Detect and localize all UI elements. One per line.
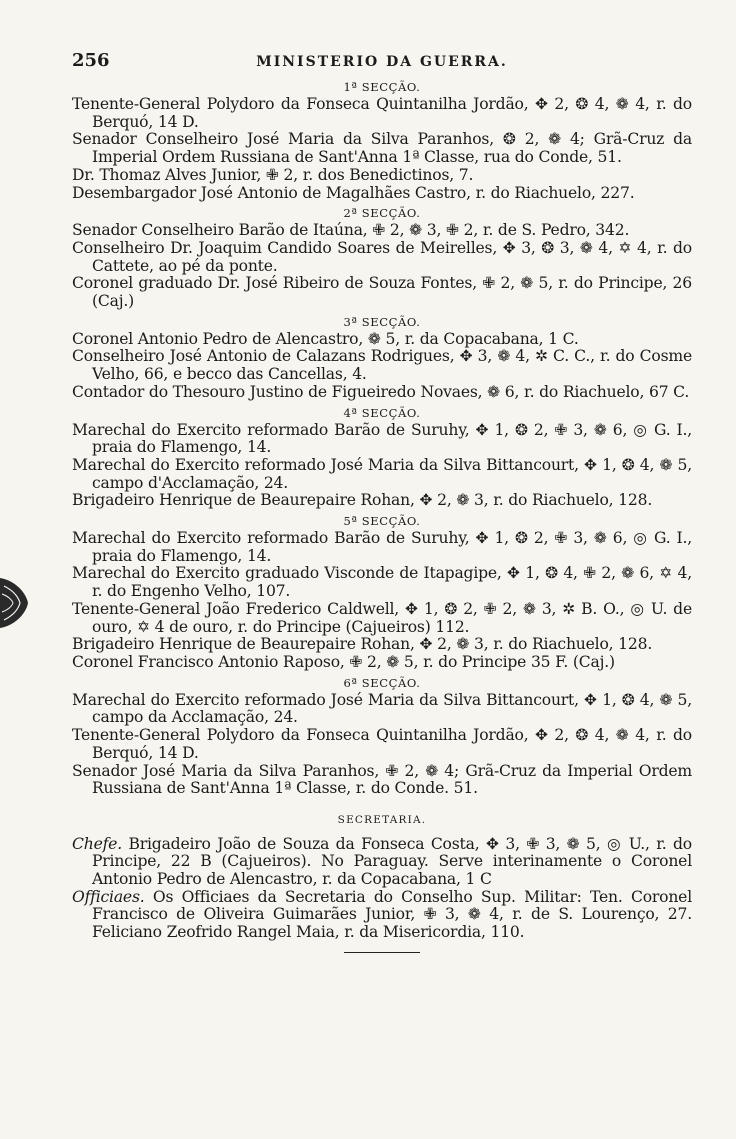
section-heading: 4ª SECÇÃO.	[343, 405, 421, 420]
section-4	[72, 406, 692, 511]
section-3	[72, 315, 692, 402]
entry: Tenente-General Polydoro da Fonseca Quintanilha Jordão, ✥ 2, ❂ 4, ❁ 4, r. do Berquó, 14 D.	[72, 95, 692, 131]
section-1	[72, 80, 692, 202]
chefe-label: Chefe.	[72, 834, 122, 853]
entry: Coronel Antonio Pedro de Alencastro, ❁ 5, r. da Copacabana, 1 C.	[72, 329, 579, 348]
entry: Coronel Francisco Antonio Raposo, ✙ 2, ❁ 5, r. do Principe 35 F. (Caj.)	[72, 652, 615, 671]
entry: Marechal do Exercito reformado José Maria da Silva Bittancourt, ✥ 1, ❂ 4, ❁ 5, campo d'Acclamação, 24.	[72, 455, 692, 492]
entry: Contador do Thesouro Justino de Figueiredo Novaes, ❁ 6, r. do Riachuelo, 67 C.	[72, 382, 690, 401]
entry: Conselheiro Dr. Joaquim Candido Soares de Meirelles, ✥ 3, ❂ 3, ❁ 4, ✡ 4, r. do Cattete, ao pé da ponte.	[72, 238, 692, 275]
book-page	[72, 52, 692, 953]
entry: Marechal do Exercito reformado Barão de Suruhy, ✥ 1, ❂ 2, ✙ 3, ❁ 6, ◎ G. I., praia do Flamengo, 14.	[72, 420, 692, 457]
chefe-text: Brigadeiro João de Souza da Fonseca Costa, ✥ 3, ✙ 3, ❁ 5, ◎ U., r. do Principe, 22 B (Cajueiros). No Paraguay. Serve interinamente o Coronel Antonio Pedro de Alencastro, r. da Copacabana, 1 C	[92, 834, 692, 889]
section-heading: 1ª SECÇÃO.	[343, 80, 421, 94]
section-heading: 2ª SECÇÃO.	[343, 206, 421, 221]
entry: Tenente-General Polydoro da Fonseca Quintanilha Jordão, ✥ 2, ❂ 4, ❁ 4, r. do Berquó, 14 D.	[72, 726, 692, 762]
entry: Senador Conselheiro José Maria da Silva Paranhos, ❂ 2, ❁ 4; Grã-Cruz da Imperial Ordem Russiana de Sant'Anna 1ª Classe, rua do Conde, 51.	[72, 130, 692, 167]
chefe-entry	[72, 836, 692, 889]
page-number: 256	[72, 50, 110, 71]
binding-shadow-mark	[0, 574, 30, 632]
end-rule	[344, 952, 420, 953]
secretaria-heading: SECRETARIA.	[337, 813, 427, 826]
section-2	[72, 206, 692, 311]
officiaes-text: Os Officiaes da Secretaria do Conselho Sup. Militar: Ten. Coronel Francisco de Oliveira Guimarães Junior, ✙ 3, ❁ 4, r. de S. Lourenço, 27. Feliciano Zeofrido Rangel Maia, r. da Misericordia, 110.	[92, 887, 692, 942]
entry: Marechal do Exercito graduado Visconde de Itapagipe, ✥ 1, ❂ 4, ✙ 2, ❁ 6, ✡ 4, r. do Engenho Velho, 107.	[72, 564, 692, 601]
entry: Senador José Maria da Silva Paranhos, ✙ 2, ❁ 4; Grã-Cruz da Imperial Ordem Russiana de Sant'Anna 1ª Classe, r. do Conde. 51.	[72, 761, 692, 798]
entry: Brigadeiro Henrique de Beaurepaire Rohan, ✥ 2, ❁ 3, r. do Riachuelo, 128.	[72, 635, 653, 654]
running-head	[72, 52, 692, 74]
section-heading: 5ª SECÇÃO.	[343, 514, 421, 529]
section-heading: 6ª SECÇÃO.	[343, 675, 421, 690]
entry: Brigadeiro Henrique de Beaurepaire Rohan, ✥ 2, ❁ 3, r. do Riachuelo, 128.	[72, 491, 653, 510]
section-6	[72, 676, 692, 798]
officiaes-entry	[72, 889, 692, 942]
entry: Tenente-General João Frederico Caldwell, ✥ 1, ❂ 2, ✙ 2, ❁ 3, ✲ B. O., ◎ U. de ouro, ✡ 4 de ouro, r. do Principe (Cajueiros) 112.	[72, 599, 692, 636]
entry: Desembargador José Antonio de Magalhães Castro, r. do Riachuelo, 227.	[72, 183, 635, 202]
entry: Marechal do Exercito reformado Barão de Suruhy, ✥ 1, ❂ 2, ✙ 3, ❁ 6, ◎ G. I., praia do Flamengo, 14.	[72, 529, 692, 565]
running-title: MINISTERIO DA GUERRA.	[256, 54, 508, 70]
section-heading: 3ª SECÇÃO.	[343, 314, 421, 329]
section-5	[72, 514, 692, 672]
entry: Dr. Thomaz Alves Junior, ✙ 2, r. dos Benedictinos, 7.	[72, 165, 474, 184]
officiaes-label: Officiaes.	[72, 887, 145, 906]
entry: Senador Conselheiro Barão de Itaúna, ✙ 2, ❁ 3, ✙ 2, r. de S. Pedro, 342.	[72, 221, 630, 240]
entry: Conselheiro José Antonio de Calazans Rodrigues, ✥ 3, ❁ 4, ✲ C. C., r. do Cosme Velho, 66, e becco das Cancellas, 4.	[72, 347, 692, 384]
entry: Coronel graduado Dr. José Ribeiro de Souza Fontes, ✙ 2, ❁ 5, r. do Principe, 26 (Caj.)	[72, 274, 692, 311]
entry: Marechal do Exercito reformado José Maria da Silva Bittancourt, ✥ 1, ❂ 4, ❁ 5, campo da Acclamação, 24.	[72, 690, 692, 727]
secretaria-section	[72, 812, 692, 942]
